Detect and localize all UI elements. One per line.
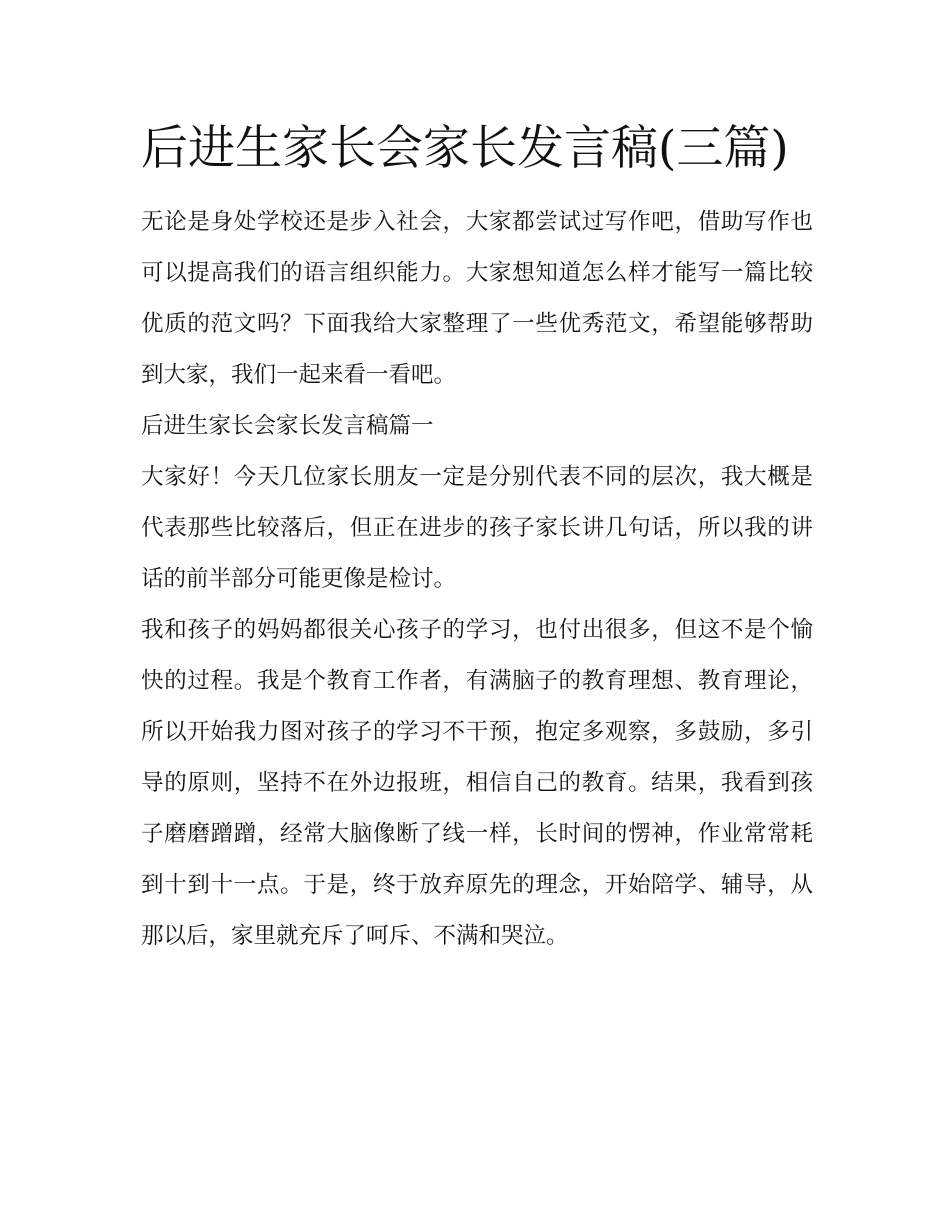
intro-paragraph: 无论是身处学校还是步入社会，大家都尝试过写作吧，借助写作也可以提高我们的语言组织能力。大家想知道怎么样才能写一篇比较优质的范文吗？下面我给大家整理了一些优秀范文，希望能够帮助到大家，我们一起来看一看吧。 [141, 209, 813, 388]
body-paragraph-1: 大家好！今天几位家长朋友一定是分别代表不同的层次，我大概是代表那些比较落后，但正在进步的孩子家长讲几句话，所以我的讲话的前半部分可能更像是检讨。 [141, 464, 813, 592]
document-title: 后进生家长会家长发言稿(三篇) [141, 121, 789, 176]
document-page [141, 112, 813, 962]
body-paragraph-2: 我和孩子的妈妈都很关心孩子的学习，也付出很多，但这不是个愉快的过程。我是个教育工作者，有满脑子的教育理想、教育理论，所以开始我力图对孩子的学习不干预，抱定多观察，多鼓励，多引导的原则，坚持不在外边报班，相信自己的教育。结果，我看到孩子磨磨蹭蹭，经常大脑像断了线一样，长时间的愣神，作业常常耗到十到十一点。于是，终于放弃原先的理念，开始陪学、辅导，从那以后，家里就充斥了呵斥、不满和哭泣。 [141, 617, 813, 949]
section-heading: 后进生家长会家长发言稿篇一 [141, 413, 434, 439]
